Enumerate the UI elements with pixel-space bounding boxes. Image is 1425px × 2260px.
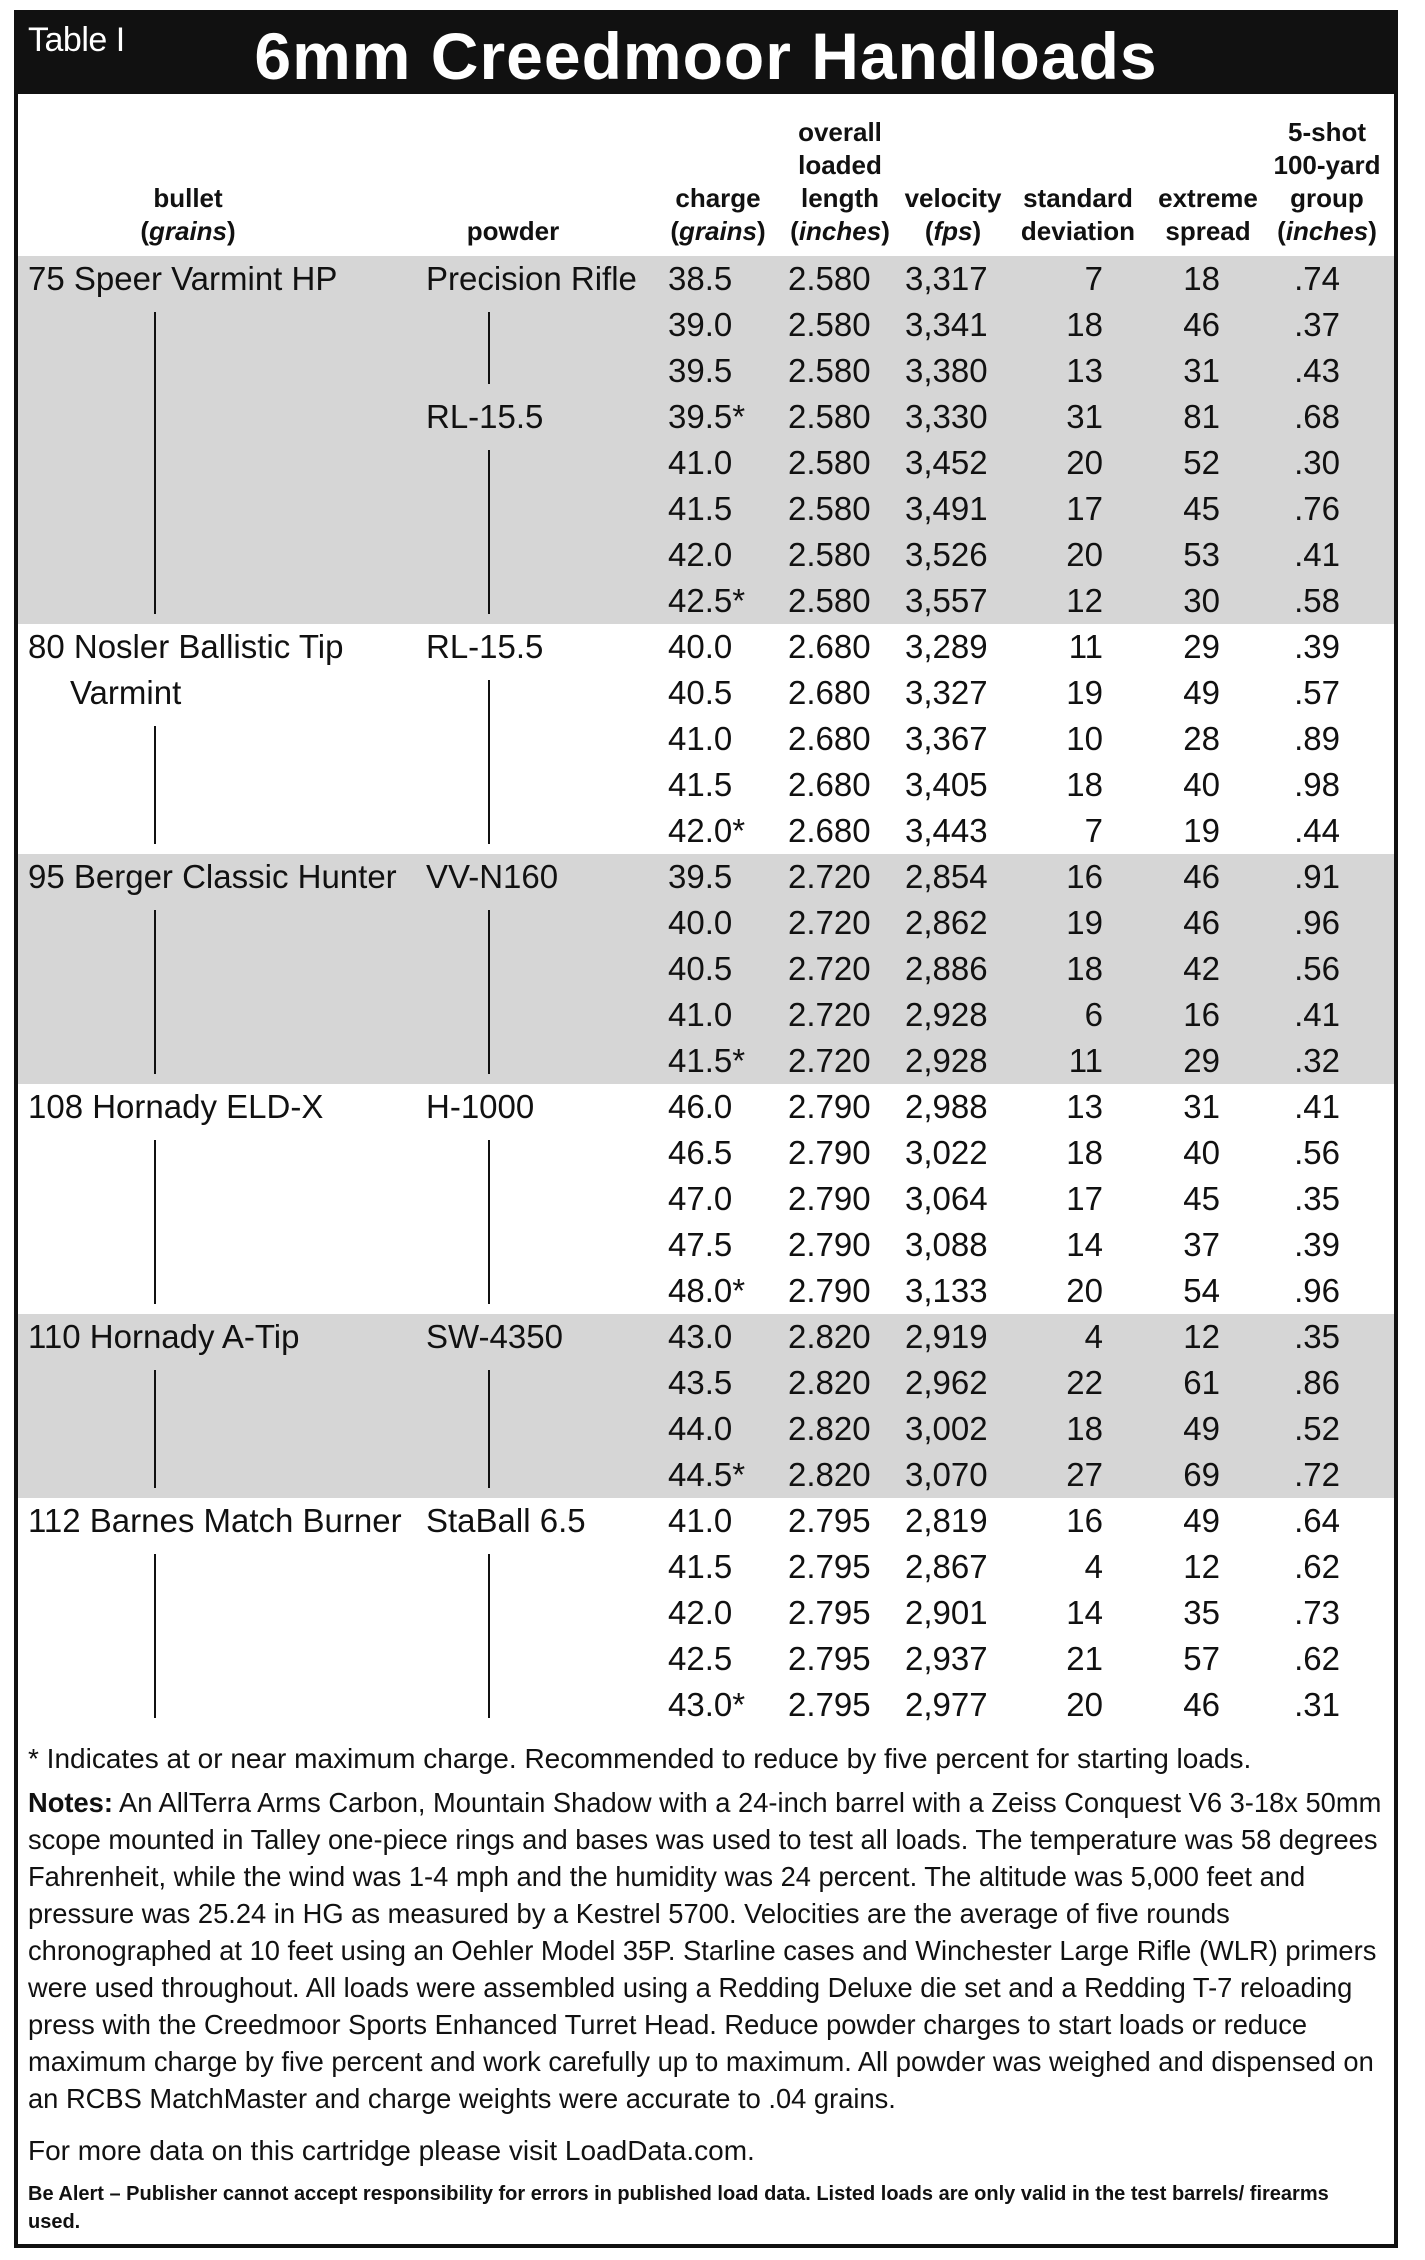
oal-cell: 2.790 [788, 1134, 871, 1171]
bullet-cell: 108 Hornady ELD-X [28, 1088, 324, 1125]
group-cell: .39 [1294, 1226, 1340, 1263]
oal-cell: 2.680 [788, 766, 871, 803]
group-cell: .56 [1294, 950, 1340, 987]
bullet-cell: 80 Nosler Ballistic Tip [28, 628, 344, 665]
powder-continuation-line [488, 680, 490, 844]
es-cell: 46 [1183, 858, 1220, 895]
sd-cell: 7 [1084, 260, 1103, 297]
velocity-cell: 3,064 [905, 1180, 988, 1217]
sd-cell: 17 [1066, 1180, 1103, 1217]
es-cell: 49 [1183, 1502, 1220, 1539]
group-cell: .30 [1294, 444, 1340, 481]
sd-cell: 10 [1066, 720, 1103, 757]
table-row [18, 1130, 1394, 1176]
velocity-cell: 3,526 [905, 536, 988, 573]
sd-cell: 16 [1066, 858, 1103, 895]
velocity-cell: 2,886 [905, 950, 988, 987]
oal-cell: 2.580 [788, 306, 871, 343]
oal-cell: 2.580 [788, 444, 871, 481]
sd-cell: 21 [1066, 1640, 1103, 1677]
velocity-cell: 3,341 [905, 306, 988, 343]
table-row [18, 1682, 1394, 1728]
bullet-cell: 110 Hornady A-Tip [28, 1318, 300, 1355]
velocity-cell: 3,367 [905, 720, 988, 757]
velocity-cell: 3,380 [905, 352, 988, 389]
table-row [18, 1084, 1394, 1130]
charge-cell: 41.5 [668, 490, 733, 527]
header-line: extreme [1158, 183, 1258, 213]
group-cell: .86 [1294, 1364, 1340, 1401]
powder-cell: H-1000 [426, 1088, 535, 1125]
table-row [18, 1268, 1394, 1314]
velocity-cell: 2,937 [905, 1640, 988, 1677]
group-cell: .74 [1294, 260, 1340, 297]
velocity-cell: 2,928 [905, 1042, 988, 1079]
es-cell: 37 [1183, 1226, 1220, 1263]
es-cell: 42 [1183, 950, 1220, 987]
table-row [18, 1360, 1394, 1406]
notes-label: Notes: [28, 1787, 113, 1818]
title-bar [18, 14, 1394, 94]
charge-cell: 42.0 [668, 1594, 733, 1631]
es-cell: 31 [1183, 352, 1220, 389]
oal-cell: 2.680 [788, 674, 871, 711]
es-cell: 12 [1183, 1318, 1220, 1355]
table-row [18, 946, 1394, 992]
velocity-cell: 2,928 [905, 996, 988, 1033]
powder-continuation-line [488, 910, 490, 1074]
oal-cell: 2.790 [788, 1226, 871, 1263]
charge-cell: 46.5 [668, 1134, 733, 1171]
oal-cell: 2.720 [788, 950, 871, 987]
sd-cell: 7 [1084, 812, 1103, 849]
group-cell: .62 [1294, 1548, 1340, 1585]
velocity-cell: 3,557 [905, 582, 988, 619]
oal-cell: 2.720 [788, 1042, 871, 1079]
velocity-cell: 2,819 [905, 1502, 988, 1539]
header-velocity [898, 182, 1008, 248]
sd-cell: 19 [1066, 674, 1103, 711]
es-cell: 30 [1183, 582, 1220, 619]
es-cell: 31 [1183, 1088, 1220, 1125]
velocity-cell: 2,901 [905, 1594, 988, 1631]
charge-cell: 40.0 [668, 904, 733, 941]
table-row [18, 1038, 1394, 1084]
velocity-cell: 3,452 [905, 444, 988, 481]
sd-cell: 17 [1066, 490, 1103, 527]
es-cell: 12 [1183, 1548, 1220, 1585]
oal-cell: 2.790 [788, 1272, 871, 1309]
oal-cell: 2.795 [788, 1686, 871, 1723]
sd-cell: 20 [1066, 444, 1103, 481]
table-row [18, 348, 1394, 394]
group-cell: .72 [1294, 1456, 1340, 1493]
oal-cell: 2.580 [788, 490, 871, 527]
sd-cell: 4 [1084, 1318, 1103, 1355]
bullet-group [18, 624, 1394, 854]
table-row [18, 762, 1394, 808]
es-cell: 29 [1183, 1042, 1220, 1079]
sd-cell: 14 [1066, 1226, 1103, 1263]
oal-cell: 2.820 [788, 1410, 871, 1447]
header-line: deviation [1020, 216, 1136, 246]
sd-cell: 18 [1066, 306, 1103, 343]
velocity-cell: 3,327 [905, 674, 988, 711]
charge-cell: 44.5* [668, 1456, 746, 1493]
velocity-cell: 3,133 [905, 1272, 988, 1309]
es-cell: 40 [1183, 766, 1220, 803]
group-cell: .57 [1294, 674, 1340, 711]
oal-cell: 2.720 [788, 904, 871, 941]
bullet-cell: 75 Speer Varmint HP [28, 260, 338, 297]
charge-cell: 43.0* [668, 1686, 746, 1723]
es-cell: 49 [1183, 1410, 1220, 1447]
header-overall-length [786, 116, 894, 248]
table-row [18, 670, 1394, 716]
oal-cell: 2.680 [788, 720, 871, 757]
header-line: (inches) [790, 216, 890, 246]
group-cell: .62 [1294, 1640, 1340, 1677]
charge-cell: 47.5 [668, 1226, 733, 1263]
oal-cell: 2.580 [788, 352, 871, 389]
velocity-cell: 2,962 [905, 1364, 988, 1401]
charge-cell: 41.0 [668, 444, 733, 481]
header-line: (grains) [670, 216, 766, 246]
table-row [18, 394, 1394, 440]
table-row [18, 716, 1394, 762]
charge-cell: 39.5* [668, 398, 746, 435]
charge-cell: 42.0* [668, 812, 746, 849]
header-powder [438, 215, 588, 248]
powder-cell: SW-4350 [426, 1318, 563, 1355]
table-row [18, 302, 1394, 348]
powder-cell: RL-15.5 [426, 628, 544, 665]
sd-cell: 16 [1066, 1502, 1103, 1539]
es-cell: 46 [1183, 904, 1220, 941]
velocity-cell: 3,491 [905, 490, 988, 527]
sd-cell: 12 [1066, 582, 1103, 619]
powder-continuation-line [488, 312, 490, 384]
group-cell: .41 [1294, 1088, 1340, 1125]
group-cell: .37 [1294, 306, 1340, 343]
charge-cell: 42.0 [668, 536, 733, 573]
es-cell: 49 [1183, 674, 1220, 711]
charge-cell: 41.0 [668, 720, 733, 757]
group-cell: .41 [1294, 996, 1340, 1033]
header-line: spread [1165, 216, 1251, 246]
es-cell: 81 [1183, 398, 1220, 435]
charge-cell: 48.0* [668, 1272, 746, 1309]
page-title: 6mm Creedmoor Handloads [254, 19, 1158, 93]
bullet-continuation-line [154, 312, 156, 614]
group-cell: .58 [1294, 582, 1340, 619]
table-row [18, 440, 1394, 486]
charge-cell: 41.5* [668, 1042, 746, 1079]
oal-cell: 2.820 [788, 1318, 871, 1355]
table-row [18, 1222, 1394, 1268]
charge-cell: 40.5 [668, 950, 733, 987]
group-cell: .91 [1294, 858, 1340, 895]
velocity-cell: 2,854 [905, 858, 988, 895]
powder-continuation-line [488, 450, 490, 614]
oal-cell: 2.720 [788, 858, 871, 895]
es-cell: 61 [1183, 1364, 1220, 1401]
oal-cell: 2.820 [788, 1364, 871, 1401]
group-cell: .89 [1294, 720, 1340, 757]
header-line: overall [798, 117, 882, 147]
bullet-cell: 112 Barnes Match Burner [28, 1502, 402, 1539]
header-extreme-spread [1148, 182, 1268, 248]
table-label: Table I [28, 21, 125, 59]
es-cell: 29 [1183, 628, 1220, 665]
group-cell: .32 [1294, 1042, 1340, 1079]
table-row [18, 532, 1394, 578]
bullet-cell: 95 Berger Classic Hunter [28, 858, 397, 895]
sd-cell: 20 [1066, 536, 1103, 573]
group-cell: .43 [1294, 352, 1340, 389]
table-row [18, 1314, 1394, 1360]
bullet-group [18, 1084, 1394, 1314]
bullet-group [18, 1498, 1394, 1728]
charge-cell: 39.0 [668, 306, 733, 343]
header-line: loaded [798, 150, 882, 180]
sd-cell: 14 [1066, 1594, 1103, 1631]
bullet-group [18, 256, 1394, 624]
table-row [18, 1636, 1394, 1682]
oal-cell: 2.820 [788, 1456, 871, 1493]
bullet-group [18, 1314, 1394, 1498]
charge-cell: 40.5 [668, 674, 733, 711]
es-cell: 45 [1183, 490, 1220, 527]
oal-cell: 2.795 [788, 1594, 871, 1631]
header-line: 5-shot [1288, 117, 1366, 147]
es-cell: 28 [1183, 720, 1220, 757]
velocity-cell: 3,330 [905, 398, 988, 435]
header-bullet [88, 182, 288, 248]
velocity-cell: 3,070 [905, 1456, 988, 1493]
oal-cell: 2.680 [788, 812, 871, 849]
group-cell: .35 [1294, 1180, 1340, 1217]
notes-paragraph [28, 1784, 1386, 2117]
sd-cell: 13 [1066, 1088, 1103, 1125]
group-cell: .64 [1294, 1502, 1340, 1539]
table-row [18, 624, 1394, 670]
es-cell: 40 [1183, 1134, 1220, 1171]
sd-cell: 20 [1066, 1686, 1103, 1723]
table-row [18, 578, 1394, 624]
group-cell: .68 [1294, 398, 1340, 435]
velocity-cell: 3,022 [905, 1134, 988, 1171]
table-row [18, 1498, 1394, 1544]
group-cell: .35 [1294, 1318, 1340, 1355]
es-cell: 19 [1183, 812, 1220, 849]
sd-cell: 4 [1084, 1548, 1103, 1585]
charge-cell: 41.0 [668, 996, 733, 1033]
group-cell: .44 [1294, 812, 1340, 849]
velocity-cell: 3,088 [905, 1226, 988, 1263]
powder-cell: VV-N160 [426, 858, 559, 895]
table-row [18, 1176, 1394, 1222]
oal-cell: 2.580 [788, 582, 871, 619]
es-cell: 35 [1183, 1594, 1220, 1631]
table-row [18, 486, 1394, 532]
group-cell: .73 [1294, 1594, 1340, 1631]
header-line: group [1290, 183, 1364, 213]
oal-cell: 2.795 [788, 1640, 871, 1677]
powder-continuation-line [488, 1140, 490, 1304]
sd-cell: 13 [1066, 352, 1103, 389]
charge-cell: 44.0 [668, 1410, 733, 1447]
velocity-cell: 2,988 [905, 1088, 988, 1125]
header-line: length [801, 183, 879, 213]
velocity-cell: 2,919 [905, 1318, 988, 1355]
oal-cell: 2.790 [788, 1180, 871, 1217]
es-cell: 52 [1183, 444, 1220, 481]
velocity-cell: 3,443 [905, 812, 988, 849]
group-cell: .98 [1294, 766, 1340, 803]
bullet-continuation-line [154, 1554, 156, 1718]
group-cell: .52 [1294, 1410, 1340, 1447]
table-row [18, 1406, 1394, 1452]
header-line: (grains) [140, 216, 236, 246]
group-cell: .39 [1294, 628, 1340, 665]
group-cell: .56 [1294, 1134, 1340, 1171]
sd-cell: 27 [1066, 1456, 1103, 1493]
header-line: powder [466, 216, 560, 246]
bullet-group [18, 854, 1394, 1084]
group-cell: .96 [1294, 904, 1340, 941]
table-row [18, 1452, 1394, 1498]
oal-cell: 2.580 [788, 398, 871, 435]
oal-cell: 2.795 [788, 1548, 871, 1585]
charge-cell: 39.5 [668, 352, 733, 389]
header-line: standard [1023, 183, 1133, 213]
charge-cell: 40.0 [668, 628, 733, 665]
velocity-cell: 3,317 [905, 260, 988, 297]
charge-cell: 41.5 [668, 1548, 733, 1585]
charge-cell: 38.5 [668, 260, 733, 297]
header-line: velocity [904, 183, 1002, 213]
charge-cell: 42.5 [668, 1640, 733, 1677]
disclaimer: Be Alert – Publisher cannot accept responsibility for errors in published load data. Listed loads are only valid in the test barrels/ firearms used. [28, 2183, 1329, 2233]
table-row [18, 808, 1394, 854]
more-data-link-text: For more data on this cartridge please visit LoadData.com. [28, 2135, 755, 2166]
bullet-continuation-line [154, 1140, 156, 1304]
header-line: (fps) [924, 216, 982, 246]
header-group [1266, 116, 1388, 248]
table-body [18, 256, 1394, 1728]
table-row [18, 256, 1394, 302]
sd-cell: 11 [1068, 628, 1103, 665]
group-cell: .96 [1294, 1272, 1340, 1309]
powder-cell: RL-15.5 [426, 398, 544, 435]
velocity-cell: 2,977 [905, 1686, 988, 1723]
charge-cell: 43.5 [668, 1364, 733, 1401]
sd-cell: 18 [1066, 766, 1103, 803]
es-cell: 18 [1183, 260, 1220, 297]
charge-cell: 39.5 [668, 858, 733, 895]
column-headers [18, 94, 1394, 256]
es-cell: 54 [1183, 1272, 1220, 1309]
velocity-cell: 2,862 [905, 904, 988, 941]
velocity-cell: 3,002 [905, 1410, 988, 1447]
sd-cell: 22 [1066, 1364, 1103, 1401]
charge-cell: 41.5 [668, 766, 733, 803]
sd-cell: 31 [1066, 398, 1103, 435]
oal-cell: 2.790 [788, 1088, 871, 1125]
powder-continuation-line [488, 1554, 490, 1718]
header-charge [658, 182, 778, 248]
header-line: (inches) [1277, 216, 1377, 246]
es-cell: 46 [1183, 306, 1220, 343]
es-cell: 45 [1183, 1180, 1220, 1217]
charge-cell: 46.0 [668, 1088, 733, 1125]
load-data-table [14, 10, 1398, 2248]
notes-text: An AllTerra Arms Carbon, Mountain Shadow with a 24-inch barrel with a Zeiss Conquest V6 3-18x 50mm scope mounted in Talley one-piece rings and bases was used to test all loads. The temperature was 58 degrees Fahrenheit, while the wind was 1-4 mph and the humidity was 24 percent. The altitude was 5,000 feet and pressure was 25.24 in HG as measured by a Kestrel 5700. Velocities are the average of five rounds chronographed at 10 feet using an Oehler Model 35P. Starline cases and Winchester Large Rifle (WLR) primers were used throughout. All loads were assembled using a Redding Deluxe die set and a Redding T-7 reloading press with the Creedmoor Sports Enhanced Turret Head. Reduce powder charges to start loads or reduce maximum charge by five percent and work carefully up to maximum. All powder was weighed and dispensed on an RCBS MatchMaster and charge weights were accurate to .04 grains. [28, 1787, 1382, 2114]
table-row [18, 1590, 1394, 1636]
footnote: * Indicates at or near maximum charge. Recommended to reduce by five percent for starting loads. [28, 1743, 1252, 1774]
powder-cell: Precision Rifle [426, 260, 637, 297]
sd-cell: 18 [1066, 1410, 1103, 1447]
velocity-cell: 3,289 [905, 628, 988, 665]
oal-cell: 2.720 [788, 996, 871, 1033]
bullet-continuation-line [154, 910, 156, 1074]
charge-cell: 47.0 [668, 1180, 733, 1217]
header-line: bullet [153, 183, 223, 213]
sd-cell: 18 [1066, 950, 1103, 987]
es-cell: 53 [1183, 536, 1220, 573]
table-row [18, 1544, 1394, 1590]
bullet-cell: Varmint [70, 674, 182, 711]
velocity-cell: 2,867 [905, 1548, 988, 1585]
charge-cell: 43.0 [668, 1318, 733, 1355]
header-line: 100-yard [1273, 150, 1381, 180]
header-line: charge [675, 183, 761, 213]
sd-cell: 6 [1084, 996, 1103, 1033]
group-cell: .41 [1294, 536, 1340, 573]
es-cell: 69 [1183, 1456, 1220, 1493]
sd-cell: 18 [1066, 1134, 1103, 1171]
velocity-cell: 3,405 [905, 766, 988, 803]
es-cell: 16 [1183, 996, 1220, 1033]
es-cell: 57 [1183, 1640, 1220, 1677]
sd-cell: 11 [1068, 1042, 1103, 1079]
sd-cell: 20 [1066, 1272, 1103, 1309]
sd-cell: 19 [1066, 904, 1103, 941]
header-standard-deviation [1008, 182, 1148, 248]
oal-cell: 2.580 [788, 260, 871, 297]
bullet-continuation-line [154, 726, 156, 844]
group-cell: .31 [1294, 1686, 1340, 1723]
table-row [18, 992, 1394, 1038]
charge-cell: 41.0 [668, 1502, 733, 1539]
oal-cell: 2.680 [788, 628, 871, 665]
table-row [18, 854, 1394, 900]
powder-continuation-line [488, 1370, 490, 1488]
group-cell: .76 [1294, 490, 1340, 527]
powder-cell: StaBall 6.5 [426, 1502, 586, 1539]
bullet-continuation-line [154, 1370, 156, 1488]
oal-cell: 2.580 [788, 536, 871, 573]
es-cell: 46 [1183, 1686, 1220, 1723]
oal-cell: 2.795 [788, 1502, 871, 1539]
charge-cell: 42.5* [668, 582, 746, 619]
table-row [18, 900, 1394, 946]
